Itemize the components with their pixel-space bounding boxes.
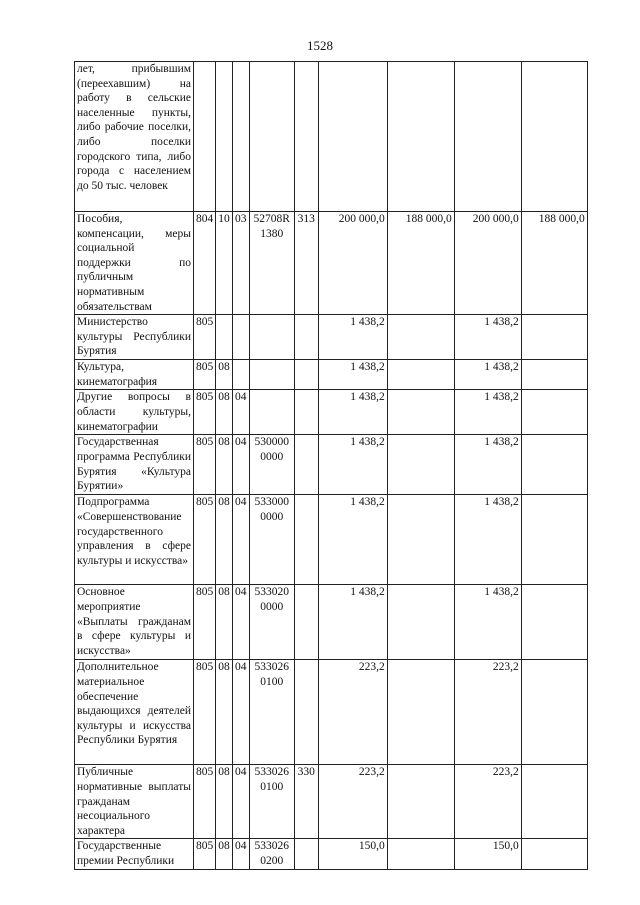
- rz-code: 08: [216, 585, 233, 660]
- cs-code: 5330000000: [249, 495, 294, 585]
- row-name: Государственная программа Республики Бурятия «Культура Бурятии»: [75, 435, 194, 495]
- gr-code: 805: [194, 495, 216, 585]
- row-name: Подпрограмма «Совершенствование государственного управления в сфере культуры и искусства»: [75, 495, 194, 585]
- vr-code: [294, 390, 318, 435]
- cs-code: [249, 360, 294, 390]
- vr-code: [294, 435, 318, 495]
- value-2: [387, 585, 454, 660]
- vr-code: [294, 315, 318, 360]
- row-name: Публичные нормативные выплаты гражданам несоциального характера: [75, 765, 194, 839]
- pr-code: 04: [232, 660, 249, 765]
- pr-code: 04: [232, 390, 249, 435]
- pr-code: [232, 360, 249, 390]
- value-2: [387, 360, 454, 390]
- vr-code: 330: [294, 765, 318, 839]
- value-4: [521, 360, 587, 390]
- value-3: [454, 62, 521, 212]
- table-row: [75, 360, 588, 390]
- rz-code: [216, 315, 233, 360]
- gr-code: 805: [194, 765, 216, 839]
- gr-code: 805: [194, 435, 216, 495]
- rz-code: 10: [216, 212, 233, 315]
- table-row: [75, 585, 588, 660]
- row-name: лет, прибывшим (переехавшим) на работу в сельские населенные пункты, либо рабочие поселки, либо поселки городского типа, либо города с населением до 50 тыс. человек: [75, 62, 194, 212]
- pr-code: [232, 315, 249, 360]
- value-2: 188 000,0: [387, 212, 454, 315]
- table-row: [75, 765, 588, 839]
- value-1: 1 438,2: [318, 390, 387, 435]
- vr-code: [294, 585, 318, 660]
- value-4: [521, 585, 587, 660]
- cs-code: [249, 62, 294, 212]
- value-3: 223,2: [454, 660, 521, 765]
- gr-code: 805: [194, 660, 216, 765]
- value-4: [521, 390, 587, 435]
- pr-code: 04: [232, 435, 249, 495]
- vr-code: 313: [294, 212, 318, 315]
- budget-table: [74, 61, 588, 870]
- value-4: 188 000,0: [521, 212, 587, 315]
- row-name: Культура, кинематография: [75, 360, 194, 390]
- value-4: [521, 62, 587, 212]
- value-2: [387, 315, 454, 360]
- table-row: [75, 212, 588, 315]
- rz-code: 08: [216, 660, 233, 765]
- value-2: [387, 495, 454, 585]
- table-row: [75, 435, 588, 495]
- value-2: [387, 390, 454, 435]
- pr-code: 04: [232, 839, 249, 869]
- value-1: [318, 62, 387, 212]
- table-row: [75, 660, 588, 765]
- value-2: [387, 62, 454, 212]
- value-4: [521, 495, 587, 585]
- table-row: [75, 62, 588, 212]
- rz-code: 08: [216, 839, 233, 869]
- cs-code: 5330260100: [249, 660, 294, 765]
- gr-code: 804: [194, 212, 216, 315]
- row-name: Государственные премии Республики: [75, 839, 194, 869]
- gr-code: 805: [194, 360, 216, 390]
- value-3: 1 438,2: [454, 585, 521, 660]
- pr-code: 04: [232, 585, 249, 660]
- value-3: 200 000,0: [454, 212, 521, 315]
- rz-code: 08: [216, 495, 233, 585]
- page-number: 1528: [307, 38, 333, 53]
- cs-code: 52708R1380: [249, 212, 294, 315]
- row-name: Другие вопросы в области культуры, кинематографии: [75, 390, 194, 435]
- vr-code: [294, 360, 318, 390]
- value-1: 1 438,2: [318, 315, 387, 360]
- row-name: Основное мероприятие «Выплаты гражданам в сфере культуры и искусства»: [75, 585, 194, 660]
- value-1: 223,2: [318, 765, 387, 839]
- value-1: 1 438,2: [318, 435, 387, 495]
- vr-code: [294, 62, 318, 212]
- value-4: [521, 839, 587, 869]
- cs-code: 5330200000: [249, 585, 294, 660]
- table-row: [75, 390, 588, 435]
- value-4: [521, 765, 587, 839]
- pr-code: [232, 62, 249, 212]
- value-2: [387, 660, 454, 765]
- value-1: 223,2: [318, 660, 387, 765]
- row-name: Министерство культуры Республики Бурятия: [75, 315, 194, 360]
- value-2: [387, 765, 454, 839]
- gr-code: 805: [194, 585, 216, 660]
- value-4: [521, 660, 587, 765]
- value-1: 200 000,0: [318, 212, 387, 315]
- pr-code: 04: [232, 765, 249, 839]
- value-3: 223,2: [454, 765, 521, 839]
- value-4: [521, 435, 587, 495]
- table-row: [75, 839, 588, 869]
- cs-code: 5300000000: [249, 435, 294, 495]
- pr-code: 04: [232, 495, 249, 585]
- value-1: 150,0: [318, 839, 387, 869]
- value-3: 1 438,2: [454, 360, 521, 390]
- value-3: 1 438,2: [454, 315, 521, 360]
- vr-code: [294, 495, 318, 585]
- value-3: 1 438,2: [454, 495, 521, 585]
- rz-code: 08: [216, 360, 233, 390]
- cs-code: 5330260100: [249, 765, 294, 839]
- value-1: 1 438,2: [318, 360, 387, 390]
- gr-code: 805: [194, 390, 216, 435]
- value-2: [387, 435, 454, 495]
- cs-code: [249, 315, 294, 360]
- value-3: 1 438,2: [454, 390, 521, 435]
- rz-code: 08: [216, 435, 233, 495]
- value-4: [521, 315, 587, 360]
- value-1: 1 438,2: [318, 495, 387, 585]
- rz-code: [216, 62, 233, 212]
- row-name: Пособия, компенсации, меры социальной поддержки по публичным нормативным обязательствам: [75, 212, 194, 315]
- value-1: 1 438,2: [318, 585, 387, 660]
- value-3: 1 438,2: [454, 435, 521, 495]
- vr-code: [294, 660, 318, 765]
- gr-code: [194, 62, 216, 212]
- rz-code: 08: [216, 390, 233, 435]
- value-2: [387, 839, 454, 869]
- rz-code: 08: [216, 765, 233, 839]
- cs-code: 5330260200: [249, 839, 294, 869]
- gr-code: 805: [194, 315, 216, 360]
- value-3: 150,0: [454, 839, 521, 869]
- vr-code: [294, 839, 318, 869]
- row-name: Дополнительное материальное обеспечение выдающихся деятелей культуры и искусства Республики Бурятия: [75, 660, 194, 765]
- pr-code: 03: [232, 212, 249, 315]
- table-row: [75, 495, 588, 585]
- gr-code: 805: [194, 839, 216, 869]
- cs-code: [249, 390, 294, 435]
- table-row: [75, 315, 588, 360]
